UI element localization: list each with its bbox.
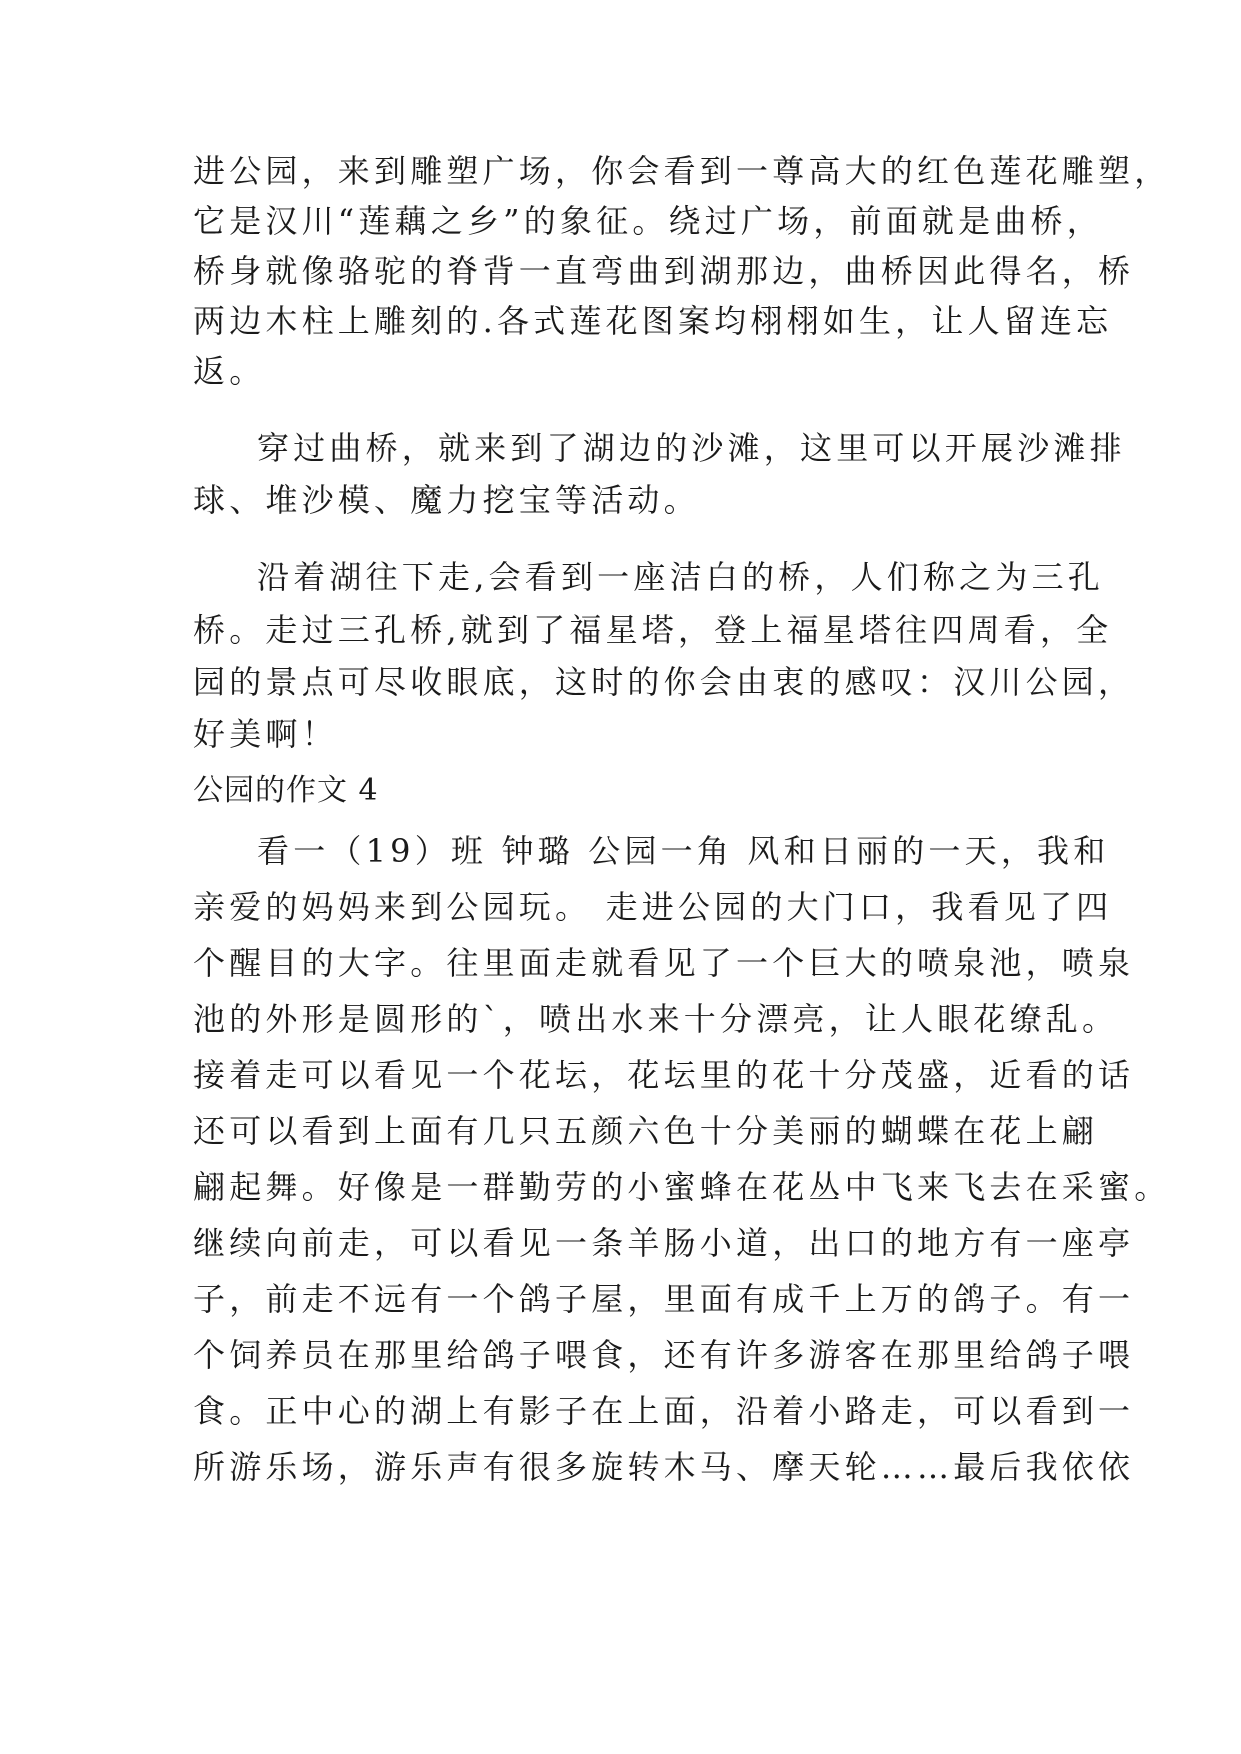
text-line: 桥。走过三孔桥,就到了福星塔，登上福星塔往四周看，全 bbox=[193, 611, 1113, 649]
text-line: 它是汉川“莲藕之乡”的象征。绕过广场，前面就是曲桥， bbox=[193, 202, 1103, 240]
text-line: 看一（19）班 钟璐 公园一角 风和日丽的一天，我和 bbox=[257, 832, 1110, 870]
text-line: 个醒目的大字。往里面走就看见了一个巨大的喷泉池，喷泉 bbox=[193, 944, 1135, 982]
text-line: 个饲养员在那里给鸽子喂食，还有许多游客在那里给鸽子喂 bbox=[193, 1336, 1135, 1374]
section-title: 公园的作文 4 bbox=[193, 773, 379, 808]
text-line: 返。 bbox=[193, 352, 266, 390]
text-line: 子，前走不远有一个鸽子屋，里面有成千上万的鸽子。有一 bbox=[193, 1280, 1135, 1318]
text-line: 进公园，来到雕塑广场，你会看到一尊高大的红色莲花雕塑， bbox=[193, 152, 1171, 190]
text-line: 继续向前走，可以看见一条羊肠小道，出口的地方有一座亭 bbox=[193, 1224, 1135, 1262]
text-line: 所游乐场，游乐声有很多旋转木马、摩天轮……最后我依依 bbox=[193, 1448, 1135, 1486]
text-line: 还可以看到上面有几只五颜六色十分美丽的蝴蝶在花上翩 bbox=[193, 1112, 1099, 1150]
text-line: 球、堆沙模、魔力挖宝等活动。 bbox=[193, 481, 700, 519]
text-line: 桥身就像骆驼的脊背一直弯曲到湖那边，曲桥因此得名，桥 bbox=[193, 252, 1135, 290]
text-line: 好美啊！ bbox=[193, 715, 338, 753]
text-line: 亲爱的妈妈来到公园玩。 走进公园的大门口，我看见了四 bbox=[193, 888, 1113, 926]
text-line: 翩起舞。好像是一群勤劳的小蜜蜂在花丛中飞来飞去在采蜜。 bbox=[193, 1168, 1171, 1206]
text-line: 园的景点可尽收眼底，这时的你会由衷的感叹：汉川公园， bbox=[193, 663, 1135, 701]
text-line: 接着走可以看见一个花坛，花坛里的花十分茂盛，近看的话 bbox=[193, 1056, 1135, 1094]
text-line: 两边木柱上雕刻的.各式莲花图案均栩栩如生，让人留连忘 bbox=[193, 302, 1113, 340]
text-line: 食。正中心的湖上有影子在上面，沿着小路走，可以看到一 bbox=[193, 1392, 1135, 1430]
text-line: 池的外形是圆形的`，喷出水来十分漂亮，让人眼花缭乱。 bbox=[193, 1000, 1119, 1038]
text-line: 穿过曲桥，就来到了湖边的沙滩，这里可以开展沙滩排 bbox=[257, 429, 1126, 467]
text-line: 沿着湖往下走,会看到一座洁白的桥，人们称之为三孔 bbox=[257, 558, 1104, 596]
